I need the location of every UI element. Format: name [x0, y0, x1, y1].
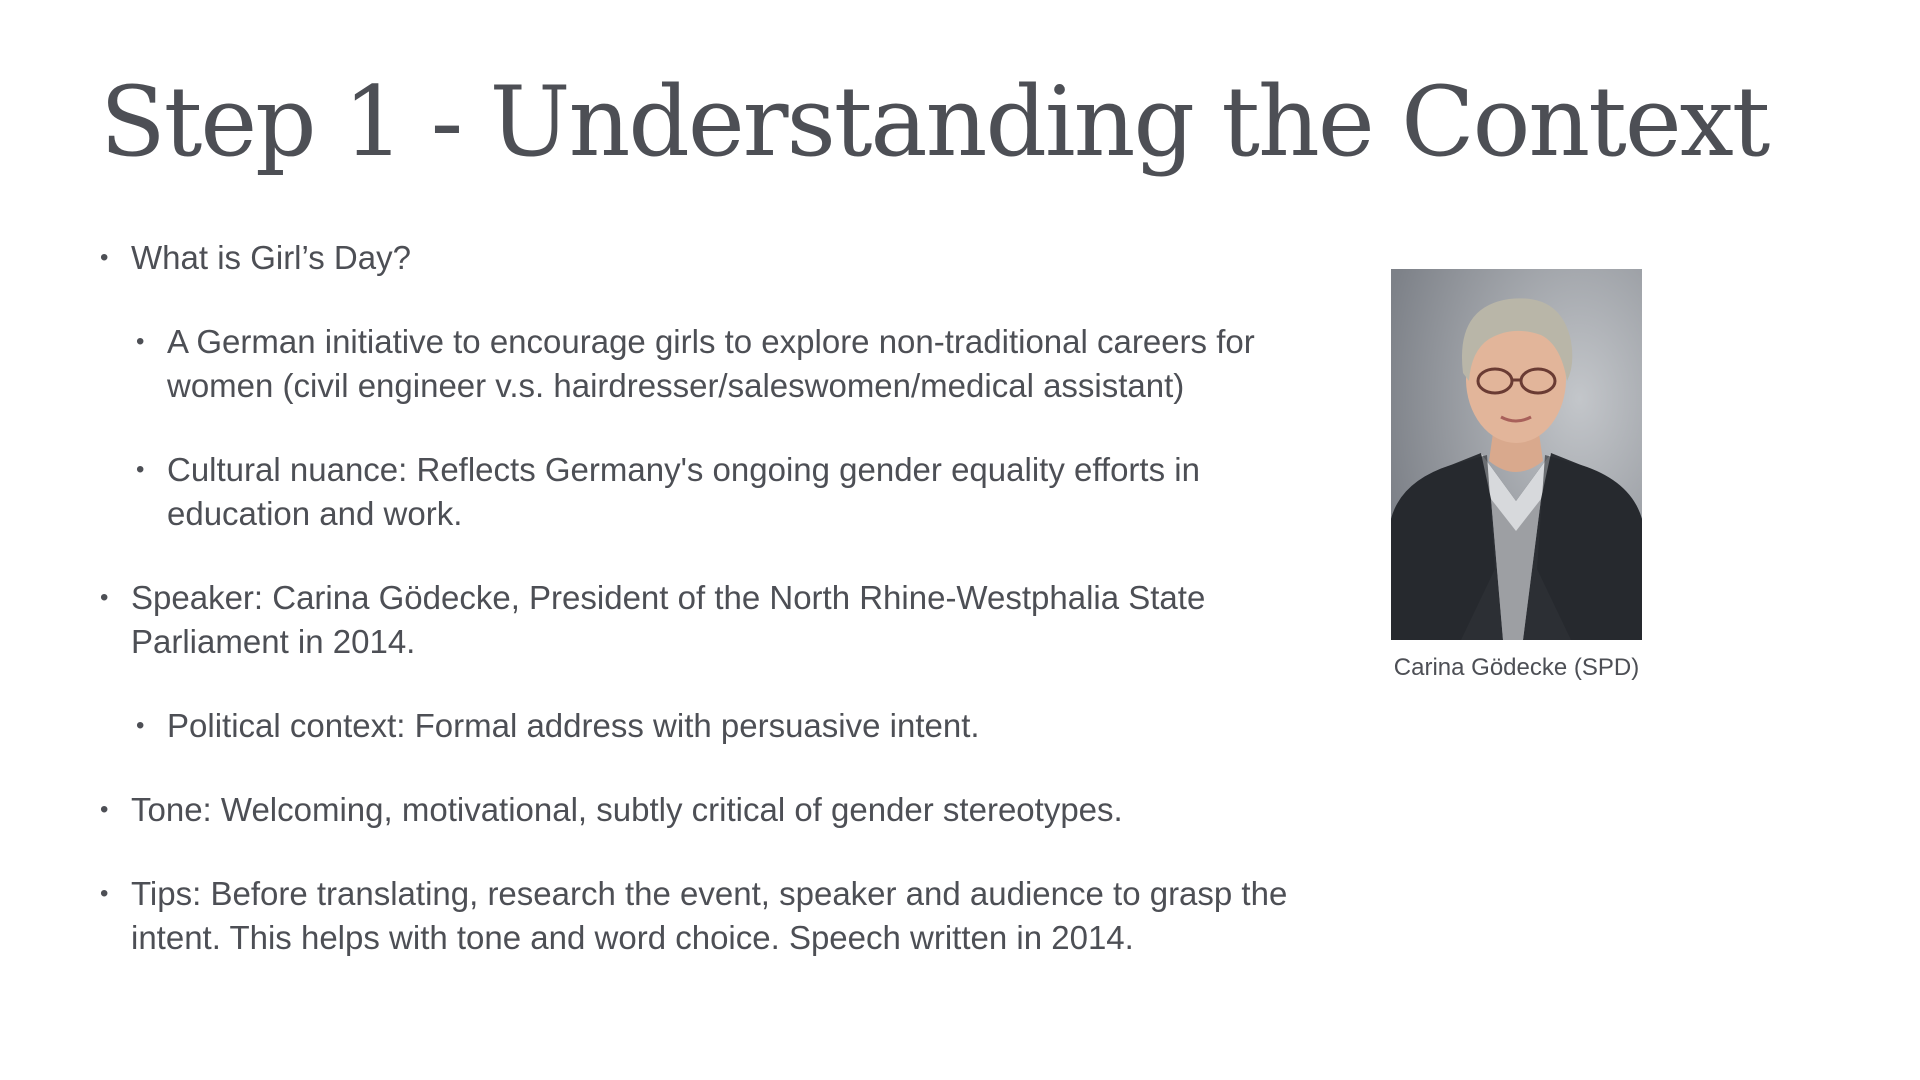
bullet-item: [100, 704, 1340, 748]
bullet-item: [100, 576, 1340, 664]
bullet-text: Tips: Before translating, research the event, speaker and audience to grasp the intent. This helps with tone and word choice. Speech written in 2014.: [131, 875, 1288, 956]
photo-caption: Carina Gödecke (SPD): [1393, 654, 1640, 681]
bullet-item: [100, 788, 1340, 832]
bullet-text: Political context: Formal address with persuasive intent.: [167, 707, 980, 744]
bullet-dot-icon: •: [136, 328, 145, 355]
bullet-text: Cultural nuance: Reflects Germany's ongoing gender equality efforts in education and work.: [167, 451, 1200, 532]
bullet-dot-icon: •: [136, 456, 145, 483]
bullet-dot-icon: •: [136, 712, 145, 739]
bullet-text: Tone: Welcoming, motivational, subtly critical of gender stereotypes.: [131, 791, 1123, 828]
bullet-dot-icon: •: [100, 244, 109, 271]
bullet-dot-icon: •: [100, 880, 109, 907]
bullet-item: [100, 872, 1340, 960]
bullet-dot-icon: •: [100, 584, 109, 611]
bullet-text: A German initiative to encourage girls to explore non-traditional careers for women (civil engineer v.s. hairdresser/saleswomen/medical assistant): [167, 323, 1255, 404]
bullet-dot-icon: •: [100, 796, 109, 823]
portrait-illustration-icon: [1391, 269, 1642, 640]
bullet-text: What is Girl’s Day?: [131, 239, 411, 276]
bullet-item: [100, 320, 1340, 408]
slide-title: Step 1 - Understanding the Context: [100, 66, 1769, 178]
bullet-list: [100, 236, 1340, 1000]
bullet-item: [100, 236, 1340, 280]
portrait-photo: [1391, 269, 1642, 640]
bullet-item: [100, 448, 1340, 536]
bullet-text: Speaker: Carina Gödecke, President of the North Rhine-Westphalia State Parliament in 2014.: [131, 579, 1206, 660]
